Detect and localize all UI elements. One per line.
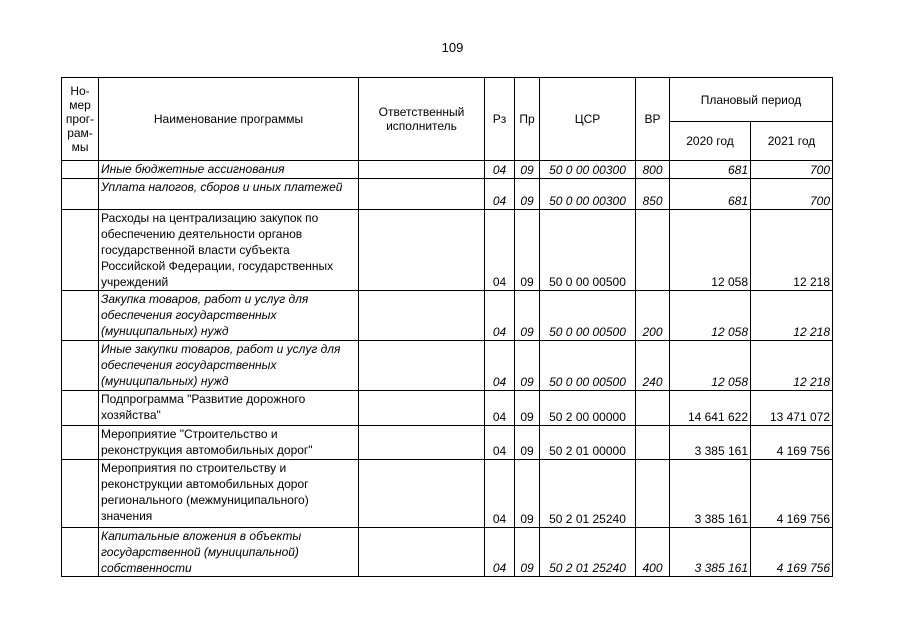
cell-csr: 50 0 00 00500 — [540, 291, 636, 341]
cell-2021: 4 169 756 — [751, 528, 833, 577]
cell-pr: 09 — [515, 210, 540, 291]
cell-program-number — [62, 291, 99, 341]
cell-pr: 09 — [515, 528, 540, 577]
col-header-program-name: Наименование программы — [99, 78, 359, 161]
cell-program-name: Мероприятие "Строительство и реконструкция автомобильных дорог" — [99, 426, 359, 460]
col-header-vr: ВР — [636, 78, 670, 161]
cell-executor — [359, 210, 485, 291]
cell-program-name: Мероприятия по строительству и реконструкции автомобильных дорог регионального (межмуниципального) значения — [99, 460, 359, 528]
cell-program-name: Иные бюджетные ассигнования — [99, 161, 359, 179]
cell-program-number — [62, 341, 99, 391]
cell-rz: 04 — [485, 291, 515, 341]
header-num-line: прог- — [65, 112, 95, 126]
cell-executor — [359, 179, 485, 210]
cell-vr — [636, 426, 670, 460]
cell-2020: 3 385 161 — [670, 528, 751, 577]
cell-program-number — [62, 210, 99, 291]
cell-program-name: Закупка товаров, работ и услуг для обеспечения государственных (муниципальных) нужд — [99, 291, 359, 341]
cell-2020: 12 058 — [670, 291, 751, 341]
cell-2020: 14 641 622 — [670, 391, 751, 426]
col-header-2020: 2020 год — [670, 122, 751, 161]
cell-program-name: Подпрограмма "Развитие дорожного хозяйства" — [99, 391, 359, 426]
cell-executor — [359, 291, 485, 341]
cell-vr — [636, 460, 670, 528]
cell-executor — [359, 460, 485, 528]
table-row — [62, 391, 833, 426]
cell-program-name: Капитальные вложения в объекты государственной (муниципальной) собственности — [99, 528, 359, 577]
cell-2020: 3 385 161 — [670, 426, 751, 460]
table-row — [62, 528, 833, 577]
cell-vr: 400 — [636, 528, 670, 577]
cell-2021: 700 — [751, 179, 833, 210]
header-num-line: мер — [69, 98, 91, 112]
cell-2020: 12 058 — [670, 341, 751, 391]
cell-program-number — [62, 179, 99, 210]
cell-executor — [359, 528, 485, 577]
cell-program-number — [62, 391, 99, 426]
cell-program-name: Иные закупки товаров, работ и услуг для обеспечения государственных (муниципальных) нужд — [99, 341, 359, 391]
table-row — [62, 341, 833, 391]
col-header-rz: Рз — [485, 78, 515, 161]
col-header-planned-period: Плановый период — [670, 78, 833, 122]
cell-pr: 09 — [515, 161, 540, 179]
cell-csr: 50 0 00 00500 — [540, 210, 636, 291]
col-header-program-number — [62, 78, 99, 161]
cell-vr — [636, 210, 670, 291]
table-row — [62, 426, 833, 460]
cell-pr: 09 — [515, 460, 540, 528]
cell-program-number — [62, 528, 99, 577]
table-row — [62, 291, 833, 341]
cell-vr: 240 — [636, 341, 670, 391]
cell-pr: 09 — [515, 426, 540, 460]
cell-2020: 681 — [670, 161, 751, 179]
cell-vr: 850 — [636, 179, 670, 210]
cell-2021: 12 218 — [751, 210, 833, 291]
cell-pr: 09 — [515, 179, 540, 210]
cell-csr: 50 2 00 00000 — [540, 391, 636, 426]
table-row — [62, 460, 833, 528]
table-row — [62, 210, 833, 291]
cell-executor — [359, 161, 485, 179]
cell-2021: 4 169 756 — [751, 426, 833, 460]
header-executor-line: исполнитель — [386, 119, 457, 133]
cell-executor — [359, 341, 485, 391]
cell-rz: 04 — [485, 161, 515, 179]
cell-rz: 04 — [485, 528, 515, 577]
cell-rz: 04 — [485, 391, 515, 426]
col-header-csr: ЦСР — [540, 78, 636, 161]
cell-csr: 50 2 01 25240 — [540, 460, 636, 528]
cell-program-name: Расходы на централизацию закупок по обеспечению деятельности органов государственной власти субъекта Российской Федерации, государственных учреждений — [99, 210, 359, 291]
cell-2021: 4 169 756 — [751, 460, 833, 528]
col-header-executor — [359, 78, 485, 161]
header-num-line: Но- — [70, 84, 90, 98]
cell-program-number — [62, 426, 99, 460]
cell-program-name: Уплата налогов, сборов и иных платежей — [99, 179, 359, 210]
cell-2020: 681 — [670, 179, 751, 210]
cell-2021: 13 471 072 — [751, 391, 833, 426]
cell-rz: 04 — [485, 179, 515, 210]
cell-executor — [359, 391, 485, 426]
cell-csr: 50 0 00 00500 — [540, 341, 636, 391]
cell-csr: 50 2 01 00000 — [540, 426, 636, 460]
cell-2020: 3 385 161 — [670, 460, 751, 528]
cell-vr: 200 — [636, 291, 670, 341]
cell-program-number — [62, 460, 99, 528]
col-header-2021: 2021 год — [751, 122, 833, 161]
cell-vr — [636, 391, 670, 426]
cell-rz: 04 — [485, 426, 515, 460]
cell-csr: 50 2 01 25240 — [540, 528, 636, 577]
cell-csr: 50 0 00 00300 — [540, 179, 636, 210]
cell-rz: 04 — [485, 341, 515, 391]
cell-csr: 50 0 00 00300 — [540, 161, 636, 179]
cell-pr: 09 — [515, 391, 540, 426]
table-row — [62, 179, 833, 210]
header-executor-line: Ответственный — [378, 105, 465, 119]
budget-table — [61, 77, 833, 577]
cell-pr: 09 — [515, 291, 540, 341]
col-header-pr: Пр — [515, 78, 540, 161]
cell-rz: 04 — [485, 210, 515, 291]
header-num-line: рам- — [67, 126, 93, 140]
page-number: 109 — [441, 40, 464, 55]
cell-2020: 12 058 — [670, 210, 751, 291]
table-row — [62, 161, 833, 179]
cell-rz: 04 — [485, 460, 515, 528]
cell-pr: 09 — [515, 341, 540, 391]
cell-2021: 12 218 — [751, 291, 833, 341]
cell-2021: 700 — [751, 161, 833, 179]
cell-2021: 12 218 — [751, 341, 833, 391]
cell-program-number — [62, 161, 99, 179]
cell-vr: 800 — [636, 161, 670, 179]
header-num-line: мы — [71, 140, 89, 154]
cell-executor — [359, 426, 485, 460]
